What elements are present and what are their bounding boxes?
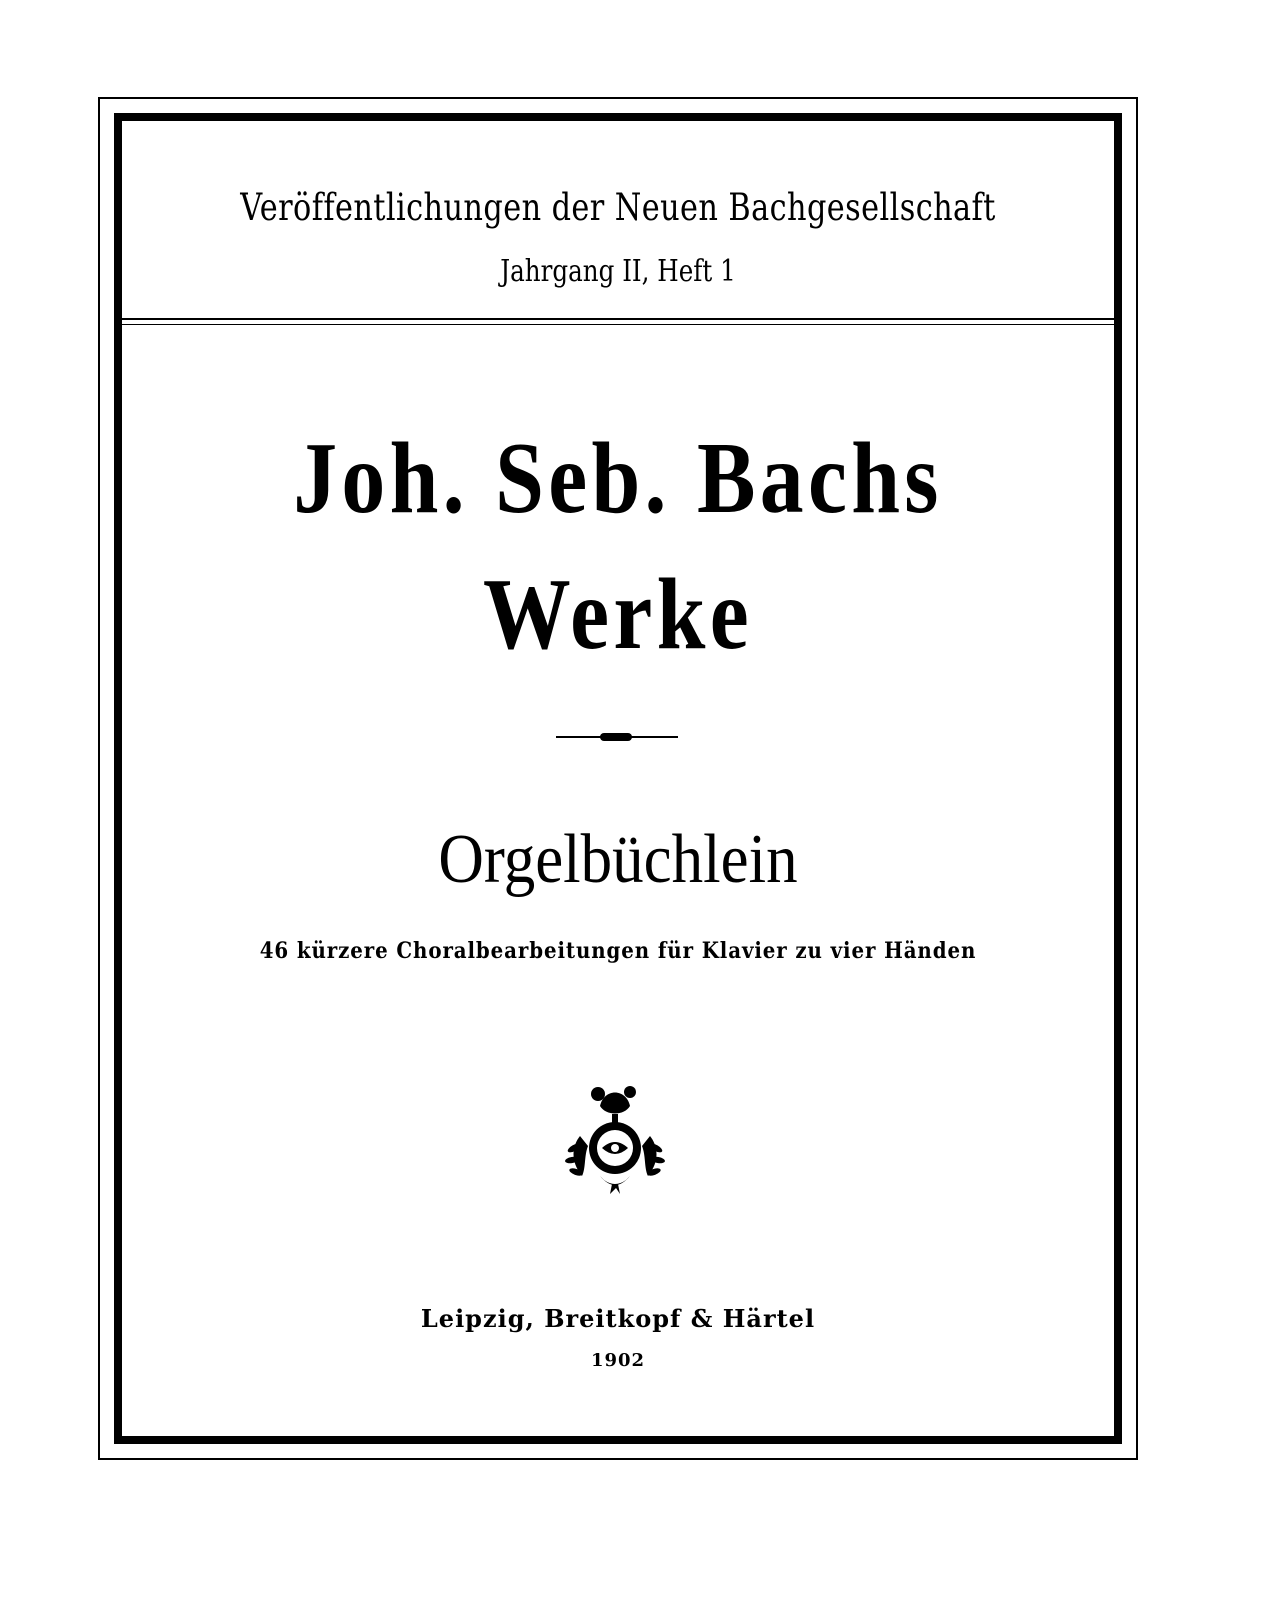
publication-year: 1902 <box>590 1350 646 1371</box>
series-title: Veröffentlichungen der Neuen Bachgesellschaft <box>240 186 996 229</box>
inner-border <box>114 113 1122 1444</box>
header-divider <box>122 318 1114 320</box>
volume-info: Jahrgang II, Heft 1 <box>500 254 736 289</box>
main-title-line-2: Werke <box>483 558 753 671</box>
work-description: 46 kürzere Choralbearbeitungen für Klavier zu vier Händen <box>259 938 977 964</box>
main-title-line-1: Joh. Seb. Bachs <box>293 422 943 535</box>
ornamental-rule-center <box>600 733 632 741</box>
publisher-imprint: Leipzig, Breitkopf & Härtel <box>420 1304 816 1333</box>
header-divider-thin <box>122 324 1114 325</box>
publisher-emblem-icon <box>560 1076 670 1196</box>
work-title: Orgelbüchlein <box>438 821 798 898</box>
